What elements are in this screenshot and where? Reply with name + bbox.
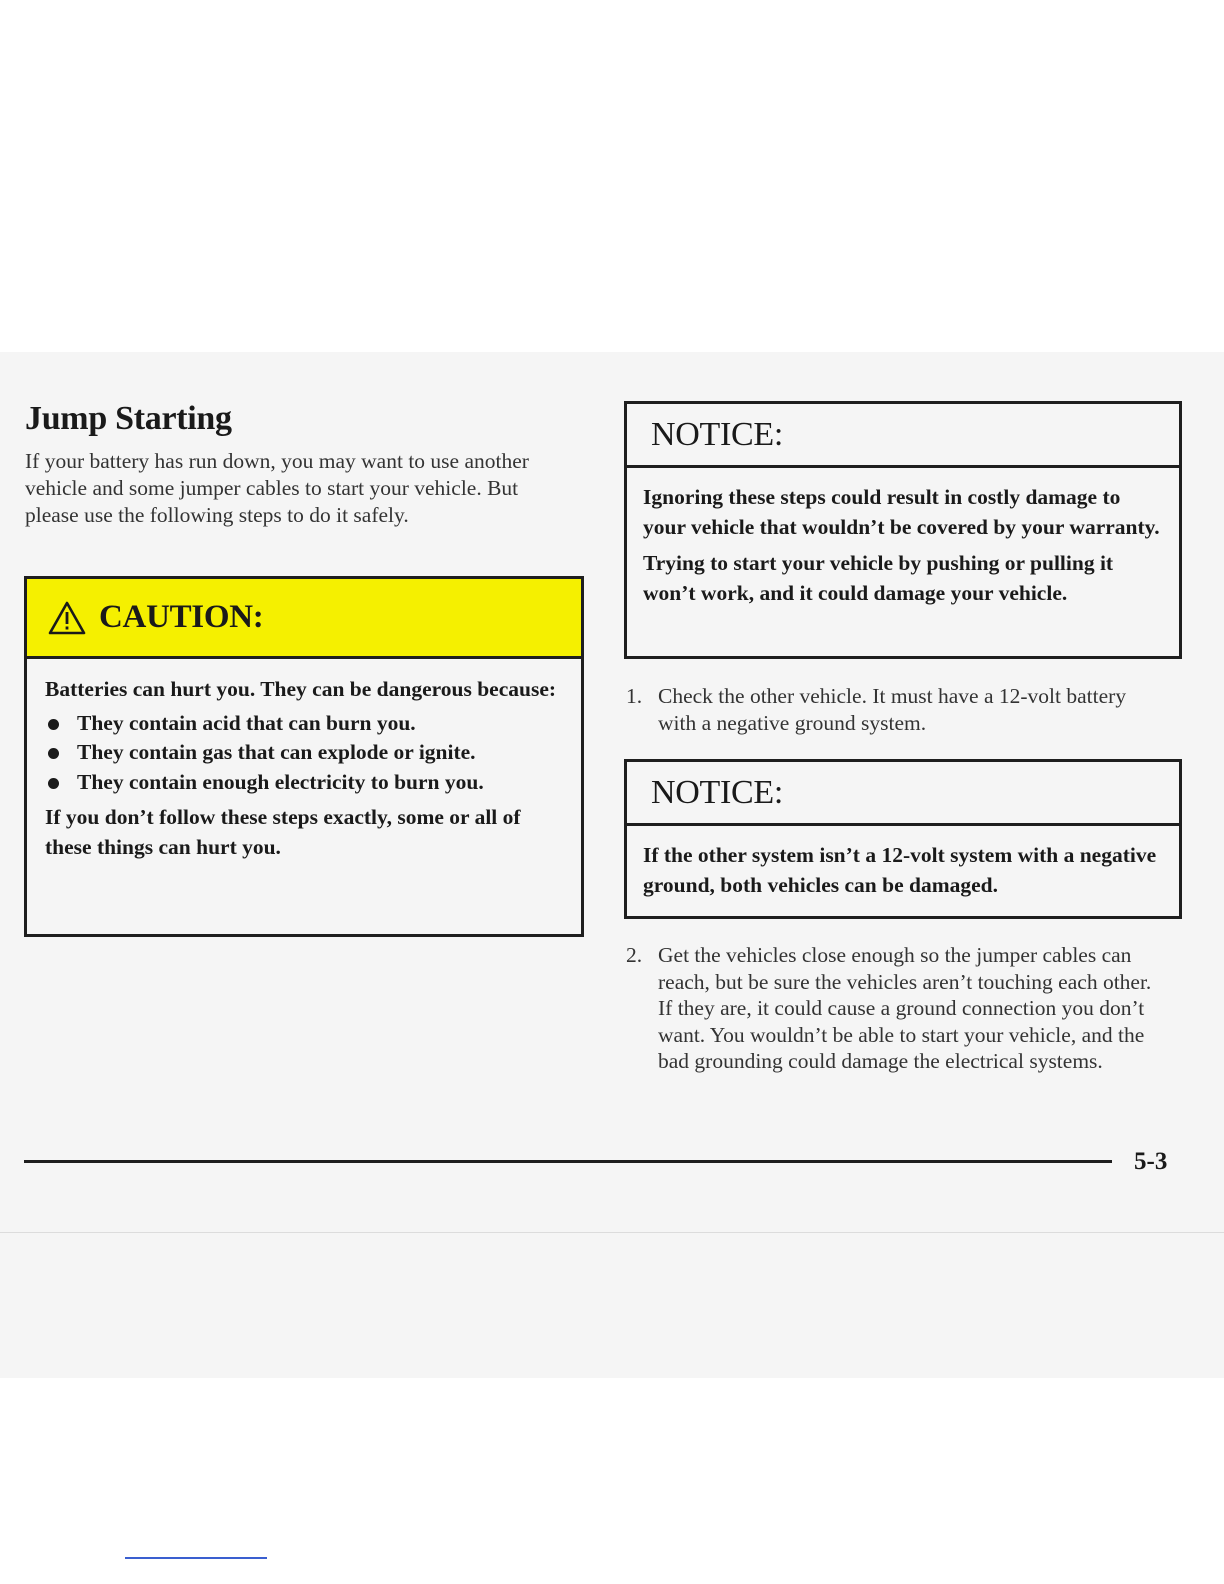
link-underline — [125, 1557, 267, 1559]
notice-header — [627, 762, 1179, 826]
notice-body — [627, 468, 1179, 620]
intro-paragraph: If your battery has run down, you may want to use another vehicle and some jumper cables to start your vehicle. But please use the following steps to do it safely. — [25, 449, 529, 527]
step-text: Get the vehicles close enough so the jumper cables can reach, but be sure the vehicles aren’t touching each other. If they are, it could cause a ground connection you don’t want. You wouldn’t be able to start your vehicle, and the bad grounding could damage the electrical systems. — [658, 943, 1152, 1073]
step-item — [626, 942, 1166, 1075]
footer-rule — [24, 1160, 1112, 1163]
caution-bullet: They contain enough electricity to burn you. — [45, 768, 563, 798]
caution-body — [27, 659, 581, 876]
notice-title: NOTICE: — [651, 415, 783, 453]
step-number: 1. — [626, 684, 643, 708]
scan-edge-line — [0, 1232, 1224, 1233]
warning-triangle-icon — [47, 600, 87, 636]
caution-header — [27, 579, 581, 659]
caution-lead: Batteries can hurt you. They can be dangerous because: — [45, 677, 557, 701]
caution-closing: If you don’t follow these steps exactly, some or all of these things can hurt you. — [45, 805, 521, 859]
notice-title: NOTICE: — [651, 773, 783, 811]
step-item — [626, 683, 1166, 736]
page-number: 5-3 — [1134, 1148, 1168, 1175]
caution-bullet-list — [45, 709, 563, 798]
step-text: Check the other vehicle. It must have a 12-volt battery with a negative ground system. — [658, 684, 1127, 735]
caution-bullet: They contain gas that can explode or ignite. — [45, 738, 563, 768]
notice-header — [627, 404, 1179, 468]
notice-paragraph: Trying to start your vehicle by pushing or pulling it won’t work, and it could damage your vehicle. — [643, 551, 1114, 605]
notice-box-ground — [624, 759, 1182, 919]
caution-bullet: They contain acid that can burn you. — [45, 709, 563, 739]
page-title: Jump Starting — [25, 400, 232, 437]
notice-paragraph: Ignoring these steps could result in costly damage to your vehicle that wouldn’t be covered by your warranty. — [643, 485, 1160, 539]
caution-title: CAUTION: — [99, 599, 264, 635]
caution-box — [24, 576, 584, 937]
step-number: 2. — [626, 943, 643, 967]
notice-box-damage — [624, 401, 1182, 659]
notice-body — [627, 826, 1179, 912]
notice-paragraph: If the other system isn’t a 12-volt system with a negative ground, both vehicles can be damaged. — [643, 843, 1157, 897]
